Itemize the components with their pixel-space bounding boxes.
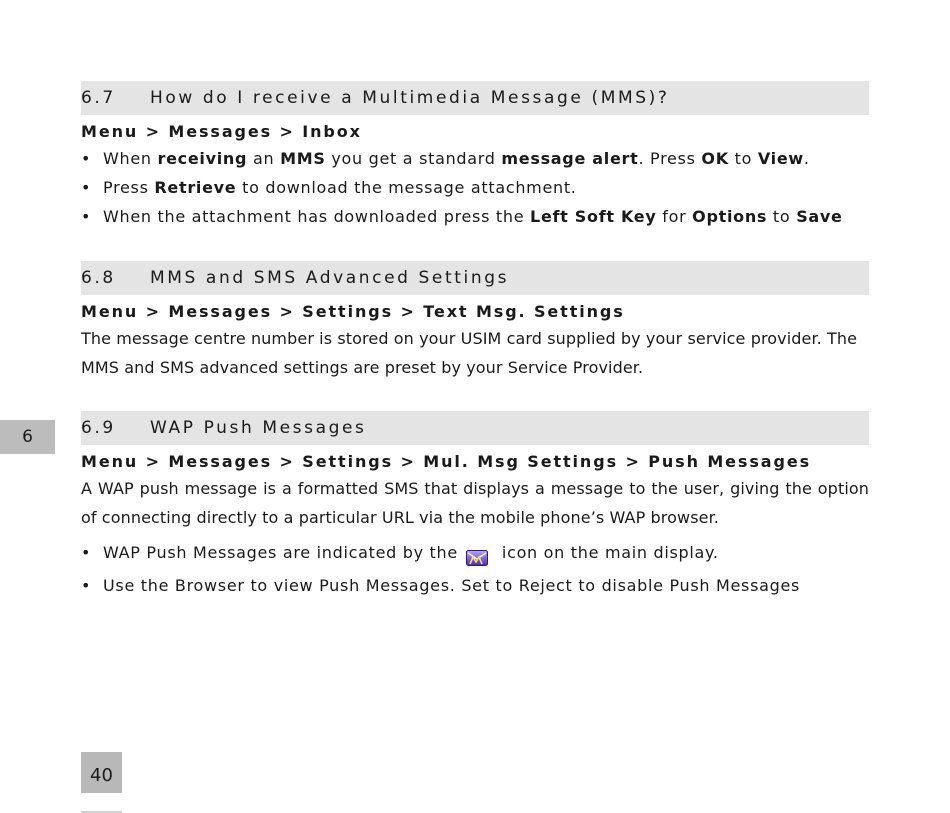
page-number: 40 — [81, 752, 122, 793]
section-6-9 — [81, 411, 869, 602]
section-heading — [81, 411, 869, 445]
list-item: • When the attachment has downloaded press the Left Soft Key for Options to Save — [81, 202, 869, 231]
section-title: How do I receive a Multimedia Message (MMS)? — [150, 88, 670, 108]
menu-path: Menu > Messages > Settings > Mul. Msg Settings > Push Messages — [81, 452, 811, 471]
bullet-list — [81, 144, 869, 231]
body-paragraph: A WAP push message is a formatted SMS that displays a message to the user, giving the option of connecting directly to a particular URL via the mobile phone’s WAP browser. — [81, 479, 869, 527]
chapter-tab: 6 — [0, 420, 55, 454]
body-paragraph: The message centre number is stored on your USIM card supplied by your service provider. The MMS and SMS advanced settings are preset by your Service Provider. — [81, 329, 858, 377]
list-item: • Press Retrieve to download the message attachment. — [81, 173, 869, 202]
section-number: 6.9 — [81, 418, 116, 438]
section-heading — [81, 261, 869, 295]
menu-path: Menu > Messages > Settings > Text Msg. Settings — [81, 302, 625, 321]
section-number: 6.7 — [81, 88, 116, 108]
section-title: WAP Push Messages — [150, 418, 367, 438]
list-item: • Use the Browser to view Push Messages. Set to Reject to disable Push Messages — [81, 569, 869, 602]
section-6-8 — [81, 261, 869, 382]
wap-push-icon — [466, 545, 488, 563]
section-number: 6.8 — [81, 268, 116, 288]
list-item: • WAP Push Messages are indicated by the icon on the main display. — [81, 536, 869, 569]
section-title: MMS and SMS Advanced Settings — [150, 268, 510, 288]
bullet-list — [81, 536, 869, 602]
section-6-7 — [81, 81, 869, 231]
list-item: • When receiving an MMS you get a standard message alert. Press OK to View. — [81, 144, 869, 173]
menu-path: Menu > Messages > Inbox — [81, 122, 362, 141]
section-heading — [81, 81, 869, 115]
